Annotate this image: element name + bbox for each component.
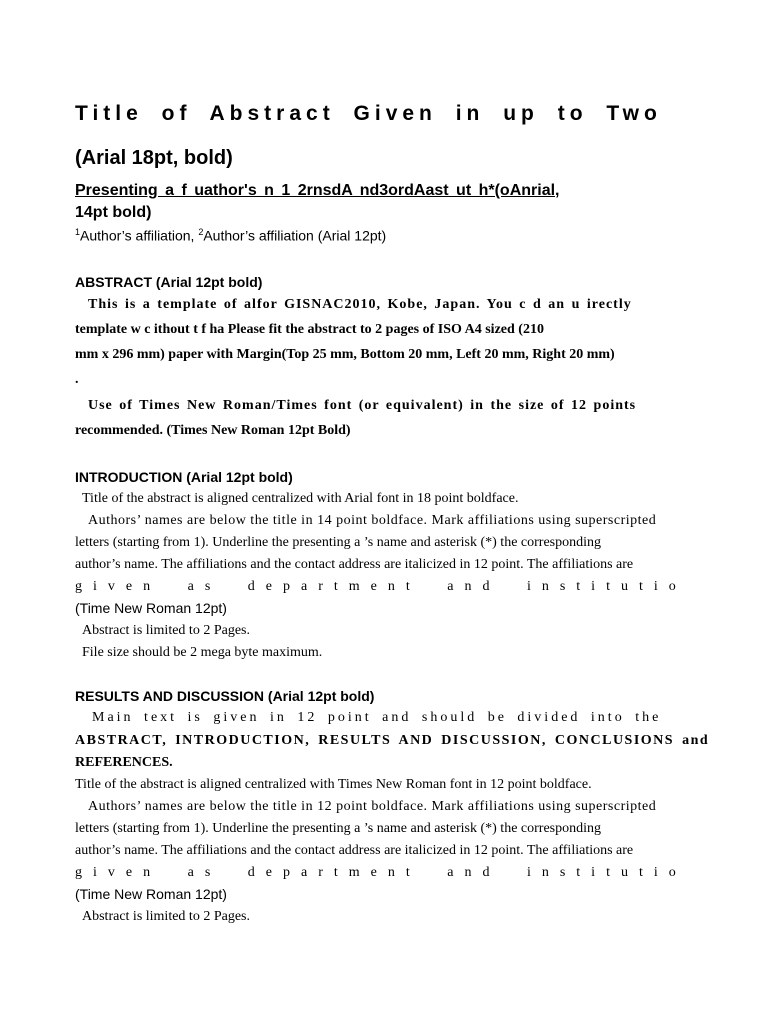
results-line: given as department and institutio: [75, 865, 687, 880]
results-line: REFERENCES.: [75, 755, 173, 770]
affiliation-1: Author’s affiliation,: [80, 227, 199, 244]
sup-2: 2: [198, 227, 204, 237]
authors-line-2: 14pt bold): [75, 204, 152, 221]
results-line: Abstract is limited to 2 Pages.: [82, 909, 250, 924]
sup-1: 1: [75, 227, 81, 237]
results-heading: RESULTS AND DISCUSSION (Arial 12pt bold): [75, 688, 375, 704]
abstract-line: template w c ithout t f ha Please fit the abstract to 2 pages of ISO A4 sized (210: [75, 322, 544, 337]
results-line: author’s name. The affiliations and the contact address are italicized in 12 point. The affiliations are: [75, 843, 634, 858]
affiliation: [75, 227, 386, 244]
intro-line: Title of the abstract is aligned centralized with Arial font in 18 point boldface.: [82, 491, 519, 506]
intro-line: File size should be 2 mega byte maximum.: [82, 645, 323, 660]
results-line: Title of the abstract is aligned centralized with Times New Roman font in 12 point boldface.: [75, 777, 592, 792]
results-line: Main text is given in 12 point and should be divided into the: [92, 710, 662, 725]
intro-line: Abstract is limited to 2 Pages.: [82, 623, 250, 638]
abstract-line: mm x 296 mm) paper with Margin(Top 25 mm, Bottom 20 mm, Left 20 mm, Right 20 mm): [75, 347, 615, 362]
intro-line: Authors’ names are below the title in 14 point boldface. Mark affiliations using superscripted: [88, 513, 657, 528]
results-line: (Time New Roman 12pt): [75, 886, 227, 902]
affiliation-2: Author’s affiliation (Arial 12pt): [203, 227, 387, 244]
title-line-1: Title of Abstract Given in up to Two: [75, 102, 662, 125]
abstract-heading: ABSTRACT (Arial 12pt bold): [75, 274, 263, 290]
abstract-line: .: [75, 372, 79, 387]
authors-line: Presenting a f uathor's n 1 2rnsdA nd3ordAast ut h*(oAnrial,: [75, 182, 560, 199]
intro-line: letters (starting from 1). Underline the presenting a ’s name and asterisk (*) the corresponding: [75, 535, 602, 550]
intro-line: (Time New Roman 12pt): [75, 600, 227, 616]
intro-line: given as department and institutio: [75, 579, 687, 594]
results-line: letters (starting from 1). Underline the presenting a ’s name and asterisk (*) the corresponding: [75, 821, 602, 836]
abstract-line: This is a template of alfor GISNAC2010, Kobe, Japan. You c d an u irectly: [88, 297, 632, 312]
abstract-line: Use of Times New Roman/Times font (or equivalent) in the size of 12 points: [88, 398, 637, 413]
introduction-heading: INTRODUCTION (Arial 12pt bold): [75, 469, 293, 485]
intro-line: author’s name. The affiliations and the contact address are italicized in 12 point. The affiliations are: [75, 557, 634, 572]
abstract-line: recommended. (Times New Roman 12pt Bold): [75, 423, 351, 438]
title-line-2: (Arial 18pt, bold): [75, 147, 233, 169]
results-line: ABSTRACT, INTRODUCTION, RESULTS AND DISCUSSION, CONCLUSIONS and: [75, 733, 710, 748]
results-line: Authors’ names are below the title in 12 point boldface. Mark affiliations using superscripted: [88, 799, 657, 814]
